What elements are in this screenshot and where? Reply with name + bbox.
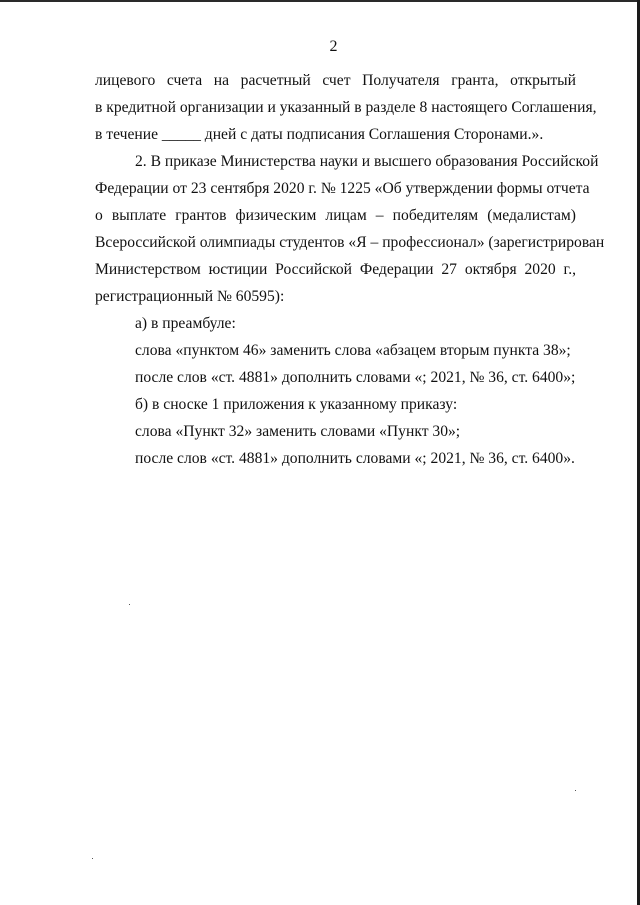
sub-item-a-line-1: слова «пунктом 46» заменить слова «абзацем вторым пункта 38»; [135, 342, 571, 359]
sub-item-a: а) в преамбуле: [135, 315, 236, 332]
text-line-1: лицевого счета на расчетный счет Получателя гранта, открытый [95, 72, 576, 89]
text-line-6: о выплате грантов физическим лицам – победителям (медалистам) [95, 207, 576, 224]
text-line-9: регистрационный № 60595): [95, 288, 285, 305]
paragraph-2-first-line: 2. В приказе Министерства науки и высшего образования Российской [135, 153, 599, 170]
text-line-7: Всероссийской олимпиады студентов «Я – профессионал» (зарегистрирован [95, 234, 605, 251]
text-line-3: в течение _____ дней с даты подписания Соглашения Сторонами.». [95, 126, 544, 143]
scan-speck [129, 604, 130, 605]
scan-speck [92, 858, 93, 859]
page-number: 2 [329, 38, 338, 55]
sub-item-b-line-1: слова «Пункт 32» заменить словами «Пункт 30»; [135, 423, 461, 440]
text-line-5: Федерации от 23 сентября 2020 г. № 1225 «Об утверждении формы отчета [95, 180, 590, 197]
sub-item-b-line-2: после слов «ст. 4881» дополнить словами «; 2021, № 36, ст. 6400». [135, 450, 575, 467]
scan-edge-top [0, 0, 640, 2]
text-line-8: Министерством юстиции Российской Федерации 27 октября 2020 г., [95, 261, 576, 278]
sub-item-b: б) в сноске 1 приложения к указанному приказу: [135, 396, 458, 413]
text-line-2: в кредитной организации и указанный в разделе 8 настоящего Соглашения, [95, 99, 597, 116]
sub-item-a-line-2: после слов «ст. 4881» дополнить словами «; 2021, № 36, ст. 6400»; [135, 369, 576, 386]
scan-speck [575, 790, 576, 791]
